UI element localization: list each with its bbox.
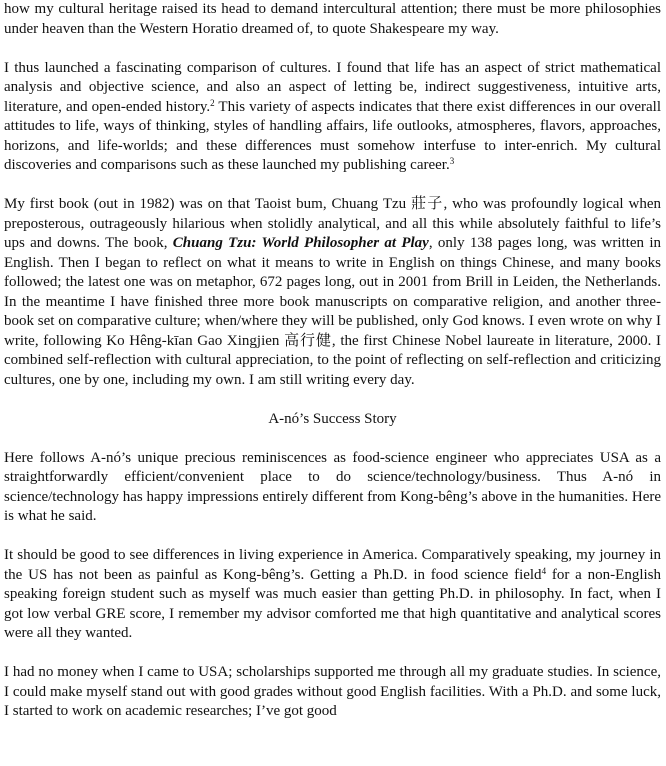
text-run: for a non-English speaking foreign student such as myself was much easier than getting Ph.D. in philosophy. In fact, when I got low verbal GRE score, I remember my advisor comforted me that high quantitative and analytical scores were all they wanted. (4, 566, 661, 641)
paragraph-first-book (4, 195, 661, 390)
text-run: I thus launched a fascinating comparison of cultures. I found that life has an aspect of strict mathematical analysis and objective science, and also an aspect of letting be, indirect suggestiveness, intuitive arts, literature, and open-ended history. (4, 59, 661, 115)
footnote-marker: 4 (541, 565, 547, 576)
text-run: Here follows A-nó’s unique precious reminiscences as food-science engineer who appreciates USA as a straightforwardly efficient/convenient place to do science/technology/business. Thus A-nó in science/technology has happy impressions entirely different from Kong-bêng’s above in the humanities. Here is what he said. (4, 449, 661, 524)
text-run: A-nó’s Success Story (268, 410, 397, 427)
footnote-marker: 3 (449, 156, 455, 166)
text-run: I had no money when I came to USA; scholarships supported me through all my graduate studies. In science, I could make myself stand out with good grades without good English facilities. With a Ph.D. and some luck, I started to work on academic researches; I’ve got good (4, 664, 661, 719)
paragraph-scholarships (4, 663, 661, 722)
document-page (4, 0, 661, 741)
paragraph-cultural-heritage (4, 0, 661, 39)
section-heading (4, 410, 661, 430)
text-run: It should be good to see differences in living experience in America. Comparatively speaking, my journey in the US has not been as painful as Kong-bêng’s. Getting a Ph.D. in food science field (4, 547, 661, 583)
text-run: My first book (out in 1982) was on that Taoist bum, Chuang Tzu 莊子, who was profoundly logical when preposterous, outrageously hilarious when stolidly analytical, and all this while absolutely faithful to life’s ups and downs. The book, (4, 196, 661, 251)
text-run: , only 138 pages long, was written in English. Then I began to reflect on what it means to write in English on things Chinese, and many books followed; the latest one was on metaphor, 672 pages long, out in 2001 from Brill in Leiden, the Netherlands. In the meantime I have finished three more book manuscripts on comparative religion, and another three-book set on comparative culture; when/where they will be published, only God knows. I even wrote on why I write, following Ko Hêng-kīan Gao Xingjien 高行健, the first Chinese Nobel laureate in literature, 2000. I combined self-reflection with cultural appreciation, to the point of reflecting on self-reflection and criticizing cultures, one by one, including my own. I am still writing every day. (4, 235, 661, 388)
paragraph-comparison-of-cultures (4, 59, 661, 176)
book-title: Chuang Tzu: World Philosopher at Play (172, 235, 429, 251)
footnote-marker: 2 (210, 97, 215, 108)
text-run: This variety of aspects indicates that there exist differences in our overall attitudes to life, ways of thinking, styles of handling affairs, life outlooks, atmospheres, flavors, approaches, horizons, and life-worlds; and these differences must somehow interfuse to inter-enrich. My cultural discoveries and comparisons such as these launched my publishing career. (4, 98, 662, 173)
text-run: how my cultural heritage raised its head to demand intercultural attention; there must be more philosophies under heaven than the Western Horatio dreamed of, to quote Shakespeare my way. (4, 1, 661, 37)
paragraph-us-journey (4, 546, 661, 644)
paragraph-ano-intro (4, 449, 661, 527)
